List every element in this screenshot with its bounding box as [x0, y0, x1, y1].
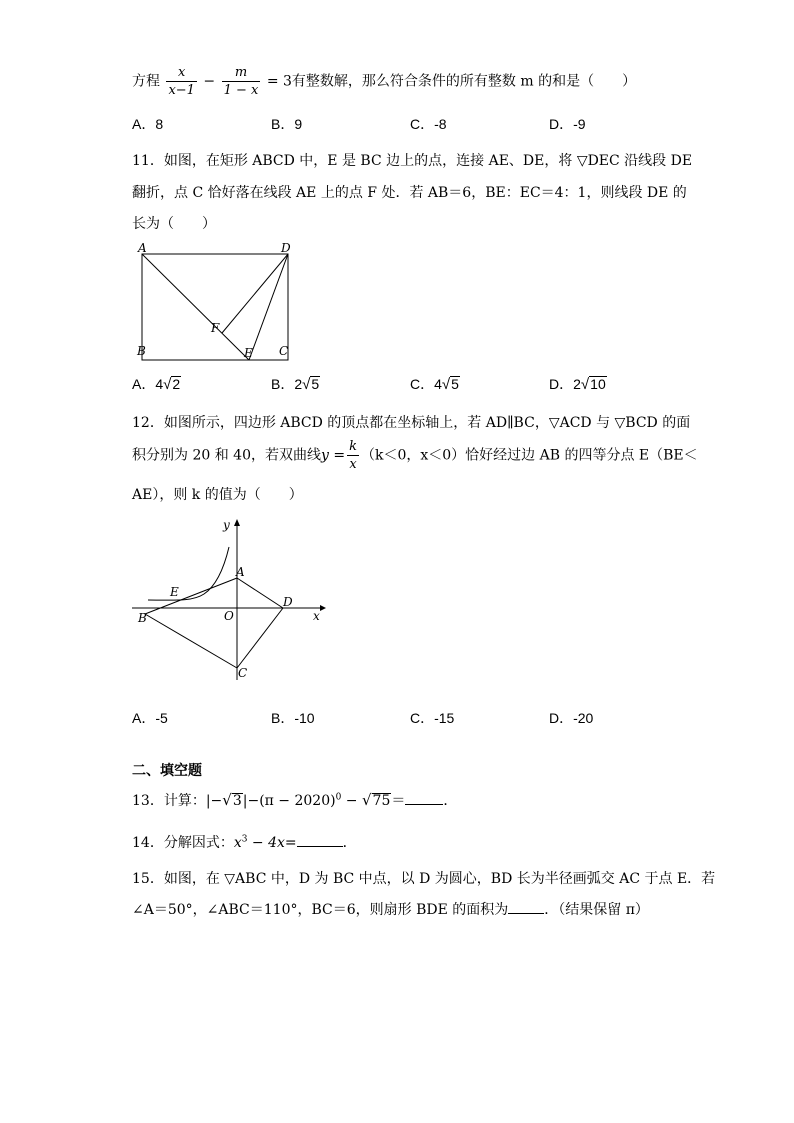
q14-expr-rest: − 4x= [247, 835, 297, 851]
q12-line-2 [132, 438, 698, 473]
section-title: 二、填空题 [132, 763, 202, 779]
q11-line-3: 长为（ ） [132, 216, 216, 232]
q10-frac2-numerator: m [222, 64, 261, 82]
q13-exponent: 0 [335, 792, 342, 803]
q11-figure-labels [132, 236, 312, 366]
sqrt-icon: √ [580, 376, 590, 393]
q10-option-d[interactable]: D．-9 [549, 116, 586, 132]
q14-expr-x: x [233, 835, 242, 851]
q11-option-b[interactable] [271, 374, 320, 394]
q10-fraction-2 [222, 64, 261, 99]
q13-answer-blank[interactable] [405, 792, 443, 805]
label-x: x [313, 609, 320, 623]
label-a: A [138, 241, 147, 255]
label-e: E [170, 585, 179, 599]
label-f: F [211, 321, 220, 335]
label-c: C [238, 666, 248, 680]
q13-radicand-1: 3 [232, 793, 242, 809]
q14-stem [132, 832, 357, 852]
q11-option-b-coef: 2 [294, 376, 303, 392]
label-c: C [279, 344, 289, 358]
sqrt-icon: √ [222, 791, 232, 809]
q11-option-a[interactable] [132, 374, 181, 394]
q11-option-b-letter: B． [271, 376, 295, 392]
q10-frac1-denominator: x−1 [168, 83, 195, 98]
q11-option-a-coef: 4 [155, 376, 164, 392]
q12-frac-denominator: x [349, 457, 357, 472]
q11-option-d-coef: 2 [573, 376, 581, 392]
label-o: O [224, 609, 234, 623]
q14-exponent: 3 [241, 834, 248, 845]
q15-line-1: 15．如图，在 ▽ABC 中，D 为 BC 中点，以 D 为圆心，BD 长为半径画弧交 AC 于点 E．若 [132, 871, 716, 887]
q11-option-d-radicand: 10 [590, 376, 606, 392]
q12-frac-numerator: k [349, 439, 357, 454]
sqrt-icon: √ [163, 376, 172, 393]
q10-suffix: = 3有整数解，那么符合条件的所有整数 m 的和是（ ） [266, 73, 637, 90]
q13-minus: − [341, 793, 362, 809]
q13-equals: ＝ [391, 793, 406, 809]
q15-line-2a: ∠A＝50°，∠ABC＝110°，BC＝6，则扇形 BDE 的面积为 [132, 902, 509, 918]
label-y: y [223, 518, 230, 532]
q10-option-b[interactable]: B．9 [271, 116, 303, 132]
q11-option-c-coef: 4 [434, 376, 442, 392]
q13-end: ． [443, 793, 458, 809]
q11-option-c-letter: C． [410, 376, 435, 392]
q11-option-d[interactable] [549, 374, 607, 394]
label-d: D [283, 595, 293, 609]
q12-option-a[interactable]: A．-5 [132, 710, 168, 726]
q10-stem [132, 64, 636, 99]
q10-option-c[interactable]: C．-8 [410, 116, 447, 132]
q10-frac1-numerator: x [166, 64, 197, 82]
q15-line-2 [132, 899, 649, 919]
sqrt-icon: √ [361, 791, 372, 809]
q12-line-1: 12．如图所示，四边形 ABCD 的顶点都在坐标轴上，若 AD∥BC，▽ACD 与 ▽BCD 的面 [132, 415, 691, 431]
q14-end: ． [342, 835, 357, 851]
q11-option-a-letter: A． [132, 376, 156, 392]
q10-prefix: 方程 [132, 73, 160, 90]
q10-minus: − [203, 73, 216, 90]
sqrt-icon: √ [441, 376, 451, 393]
q11-line-2: 翻折，点 C 恰好落在线段 AE 上的点 F 处．若 AB＝6，BE：EC＝4：1，则线段 DE 的 [132, 185, 687, 201]
label-b: B [138, 611, 147, 625]
q11-option-d-letter: D． [549, 376, 574, 392]
q11-option-c-radicand: 5 [451, 376, 459, 392]
q13-radicand-2: 75 [372, 793, 391, 809]
q10-fraction-1 [166, 64, 197, 99]
q15-answer-blank[interactable] [508, 901, 544, 914]
q12-option-b[interactable]: B．-10 [271, 710, 315, 726]
q11-option-a-radicand: 2 [172, 376, 181, 392]
label-b: B [137, 344, 146, 358]
q12-option-c[interactable]: C．-15 [410, 710, 455, 726]
label-d: D [281, 241, 291, 255]
q13-stem [132, 790, 457, 810]
q14-answer-blank[interactable] [297, 834, 343, 847]
label-a: A [236, 565, 245, 579]
q12-fraction [347, 438, 359, 473]
q12-y-equals: y = [320, 447, 346, 464]
q14-prefix: 14．分解因式： [132, 835, 234, 851]
q11-line-1: 11．如图，在矩形 ABCD 中，E 是 BC 边上的点，连接 AE、DE，将 ▽DEC 沿线段 DE [132, 153, 693, 169]
q11-option-b-radicand: 5 [311, 376, 320, 392]
label-e: E [244, 346, 253, 360]
q15-line-2b: ．（结果保留 π） [544, 902, 649, 918]
q13-prefix: 13．计算：|− [132, 793, 223, 809]
q12-option-d[interactable]: D．-20 [549, 710, 594, 726]
q11-option-c[interactable] [410, 374, 460, 394]
q10-option-a[interactable]: A．8 [132, 116, 164, 132]
q13-middle: |−(π − 2020) [242, 793, 336, 809]
q12-line-2b: （k＜0，x＜0）恰好经过边 AB 的四等分点 E（BE＜ [360, 447, 698, 464]
q10-frac2-denominator: 1 − x [223, 83, 259, 98]
q12-line-3: AE），则 k 的值为（ ） [132, 487, 303, 503]
q12-figure-labels [132, 516, 332, 686]
sqrt-icon: √ [302, 376, 311, 393]
q12-line-2a: 积分别为 20 和 40，若双曲线 [132, 447, 321, 464]
